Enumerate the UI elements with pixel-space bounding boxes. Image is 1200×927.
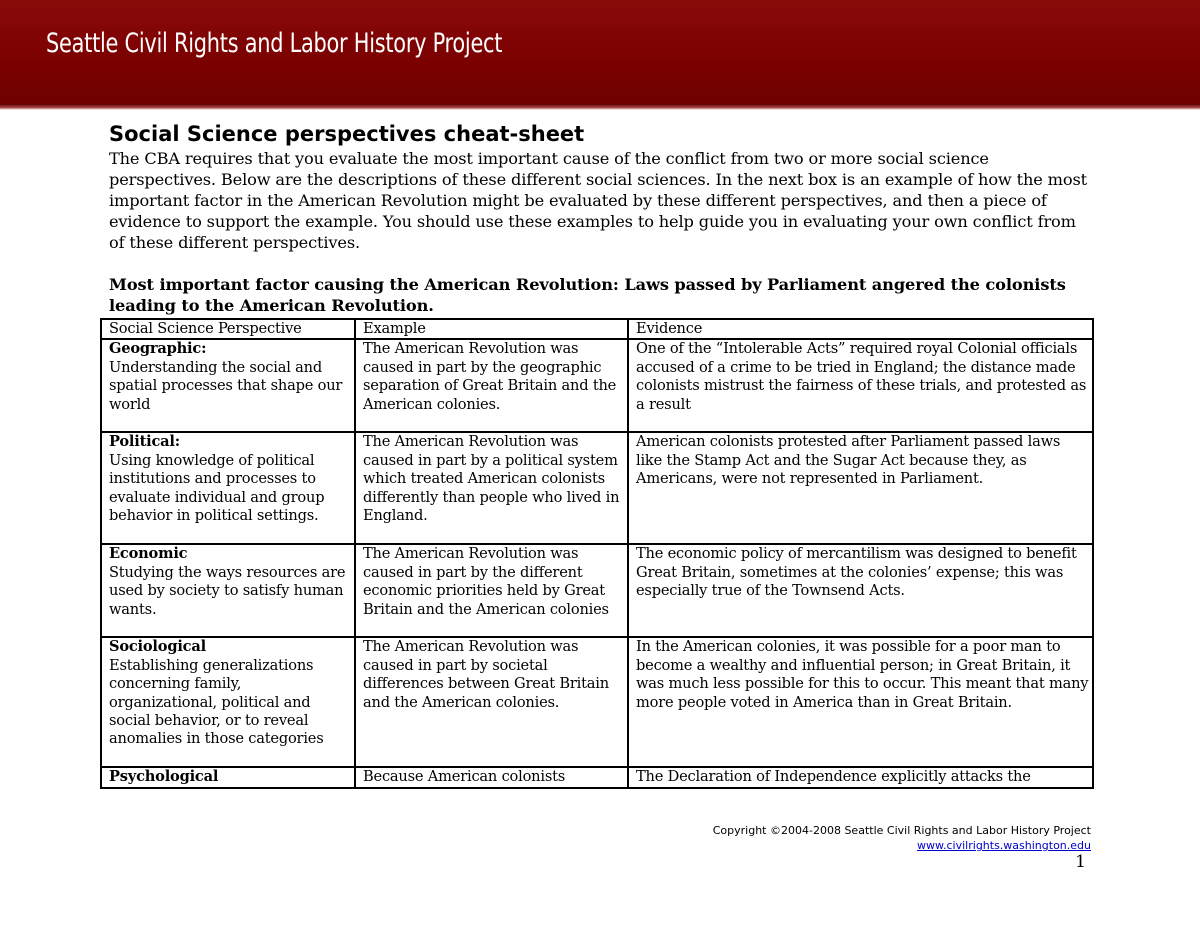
evidence-cell: The Declaration of Independence explicitly attacks the — [628, 767, 1093, 787]
perspective-description: Establishing generalizations concerning family, organizational, political and social behavior, or to reveal anomalies in those categories — [109, 656, 324, 748]
copyright-notice: Copyright ©2004-2008 Seattle Civil Rights and Labor History Project — [712, 824, 1091, 837]
header-banner — [0, 0, 1200, 108]
table-row — [101, 767, 1093, 787]
project-title: Seattle Civil Rights and Labor History Project — [46, 28, 503, 59]
evidence-cell: In the American colonies, it was possible for a poor man to become a wealthy and influential person; in Great Britain, it was much less possible for this to occur. This meant that many more people voted in America than in Great Britain. — [628, 637, 1093, 767]
table-row — [101, 339, 1093, 432]
document-body — [109, 120, 1094, 316]
table-row — [101, 432, 1093, 544]
perspective-description: Studying the ways resources are used by society to satisfy human wants. — [109, 563, 346, 618]
perspective-name: Geographic: — [109, 340, 207, 358]
header-evidence: Evidence — [628, 319, 1093, 339]
table-row — [101, 544, 1093, 637]
evidence-cell: One of the “Intolerable Acts” required royal Colonial officials accused of a crime to be tried in England; the distance made colonists mistrust the fairness of these trials, and protested as a result — [628, 339, 1093, 432]
perspective-description: Using knowledge of political institutions and processes to evaluate individual and group behavior in political settings. — [109, 451, 325, 525]
perspective-name: Sociological — [109, 638, 206, 656]
example-cell: Because American colonists — [355, 767, 628, 787]
table-row — [101, 637, 1093, 767]
perspective-cell — [101, 767, 355, 787]
perspective-name: Economic — [109, 545, 188, 563]
page-footer — [713, 823, 1091, 853]
example-cell: The American Revolution was caused in part by the geographic separation of Great Britain and the American colonies. — [355, 339, 628, 432]
website-link[interactable]: www.civilrights.washington.edu — [917, 839, 1091, 852]
perspective-cell — [101, 544, 355, 637]
header-perspective: Social Science Perspective — [101, 319, 355, 339]
perspective-cell — [101, 637, 355, 767]
perspective-cell — [101, 339, 355, 432]
perspectives-table — [100, 318, 1094, 789]
intro-paragraph: The CBA requires that you evaluate the most important cause of the conflict from two or more social science perspectives. Below are the descriptions of these different social sciences. In the next box is an example of how the most important factor in the American Revolution might be evaluated by these different perspectives, and then a piece of evidence to support the example. You should use these examples to help guide you in evaluating your own conflict from of these different perspectives. — [109, 149, 1087, 252]
example-cell: The American Revolution was caused in part by a political system which treated American colonists differently than people who lived in England. — [355, 432, 628, 544]
factor-statement: Most important factor causing the American Revolution: Laws passed by Parliament angered the colonists leading to the American Revolution. — [109, 275, 1066, 315]
banner-divider — [0, 104, 1200, 110]
example-cell: The American Revolution was caused in part by societal differences between Great Britain and the American colonies. — [355, 637, 628, 767]
header-example: Example — [355, 319, 628, 339]
page-number: 1 — [1075, 852, 1086, 872]
perspective-description: Understanding the social and spatial processes that shape our world — [109, 358, 343, 413]
perspective-cell — [101, 432, 355, 544]
page-title: Social Science perspectives cheat-sheet — [109, 122, 585, 146]
evidence-cell: American colonists protested after Parliament passed laws like the Stamp Act and the Sugar Act because they, as Americans, were not represented in Parliament. — [628, 432, 1093, 544]
table-header-row — [101, 319, 1093, 339]
example-cell: The American Revolution was caused in part by the different economic priorities held by Great Britain and the American colonies — [355, 544, 628, 637]
perspective-name: Psychological — [109, 768, 219, 786]
perspective-name: Political: — [109, 433, 180, 451]
evidence-cell: The economic policy of mercantilism was designed to benefit Great Britain, sometimes at the colonies’ expense; this was especially true of the Townsend Acts. — [628, 544, 1093, 637]
